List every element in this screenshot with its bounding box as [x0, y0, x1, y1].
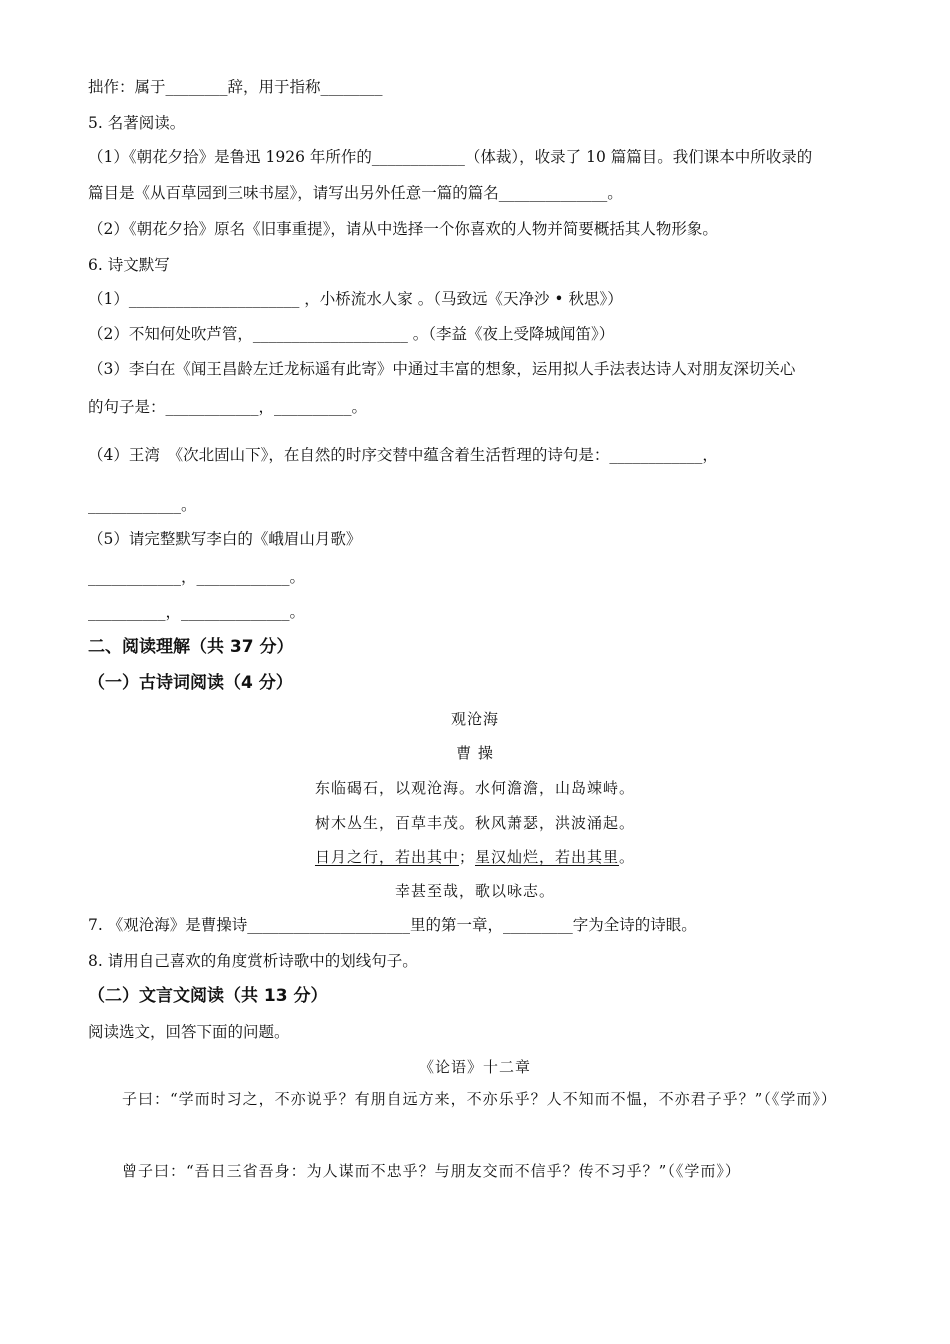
section-heading: 二、阅读理解（共 37 分）: [88, 637, 294, 657]
punctuation: 。: [619, 848, 636, 866]
classical-text-paragraph: 曾子曰：“吾日三省吾身：为人谋而不忠乎？与朋友交而不信乎？传不习乎？”（《学而》）: [122, 1162, 741, 1180]
instruction-text: 阅读选文，回答下面的问题。: [88, 1023, 290, 1041]
poem-line: 东临碣石，以观沧海。水何澹澹，山岛竦峙。: [314, 779, 635, 797]
question-7: 7. 《观沧海》是曹操诗_____________________里的第一章，_________字为全诗的诗眼。: [88, 916, 697, 934]
subsection-heading: （一）古诗词阅读（4 分）: [88, 673, 293, 693]
question-8: 8. 请用自己喜欢的角度赏析诗歌中的划线句子。: [88, 952, 418, 970]
underlined-phrase: 星汉灿烂，若出其里: [475, 848, 620, 866]
underlined-phrase: 日月之行，若出其中: [314, 848, 459, 866]
poem-line: 幸甚至哉，歌以咏志。: [394, 882, 555, 900]
text-line: （4）王湾 《次北固山下》，在自然的时序交替中蕴含着生活哲理的诗句是：____________，: [88, 446, 718, 464]
text-line: （1）《朝花夕拾》是鲁迅 1926 年所作的____________（体裁），收录了 10 篇篇目。我们课本中所收录的: [88, 148, 813, 166]
text-line: ____________。: [88, 496, 197, 514]
classical-text-paragraph: 子曰：“学而时习之，不亦说乎？有朋自远方来，不亦乐乎？人不知而不愠，不亦君子乎？”（《学而》）: [122, 1090, 837, 1108]
text-line: （5）请完整默写李白的《峨眉山月歌》: [88, 530, 362, 548]
question-6-title: 6. 诗文默写: [88, 256, 170, 274]
text-line: （1）______________________ ，小桥流水人家 。（马致远《天净沙 • 秋思》）: [88, 290, 623, 308]
text-line: 拙作：属于________辞，用于指称________: [88, 78, 383, 96]
poem-title: 观沧海: [450, 710, 499, 728]
question-5-title: 5. 名著阅读。: [88, 114, 186, 132]
text-line: 篇目是《从百草园到三味书屋》，请写出另外任意一篇的篇名______________。: [88, 184, 623, 202]
text-line: 的句子是：____________，__________。: [88, 398, 368, 416]
subsection-heading: （二）文言文阅读（共 13 分）: [88, 986, 328, 1006]
text-line: __________，______________。: [88, 603, 306, 621]
poem-author: 曹 操: [456, 744, 494, 762]
poem-line-underlined: [0, 846, 950, 868]
text-line: （2）不知何处吹芦管，____________________ 。（李益《夜上受降城闻笛》）: [88, 325, 615, 343]
poem-line: 树木丛生，百草丰茂。秋风萧瑟，洪波涌起。: [314, 814, 635, 832]
text-line: ____________，____________。: [88, 568, 306, 586]
text-line: （3）李白在《闻王昌龄左迁龙标遥有此寄》中通过丰富的想象，运用拟人手法表达诗人对朋友深切关心: [88, 360, 796, 378]
text-line: （2）《朝花夕拾》原名《旧事重提》，请从中选择一个你喜欢的人物并简要概括其人物形象。: [88, 220, 718, 238]
punctuation: ；: [458, 848, 475, 866]
classical-text-title: 《论语》十二章: [418, 1058, 531, 1076]
